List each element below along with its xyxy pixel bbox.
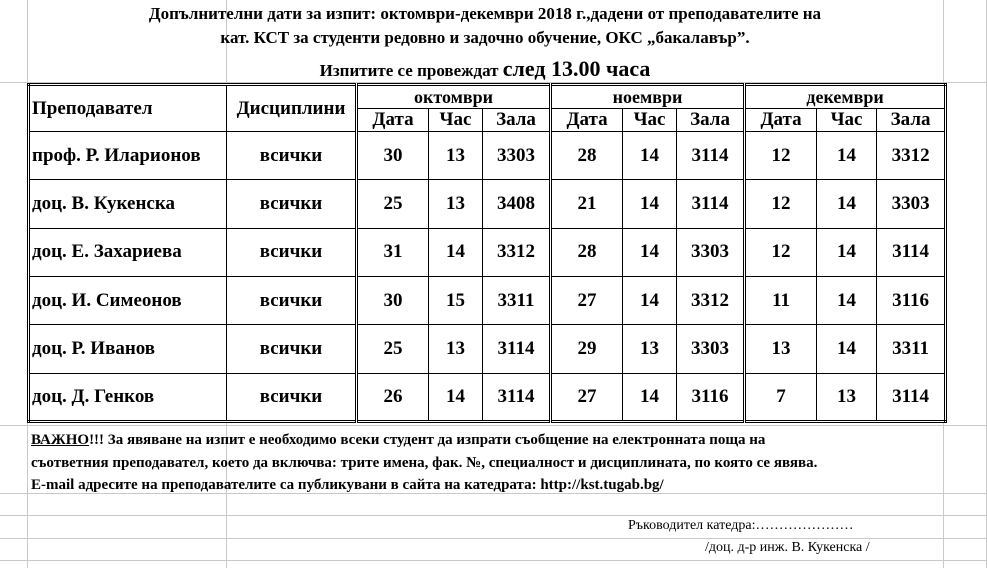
oct-date: 30 [357, 276, 429, 324]
note-line-3: E-mail адресите на преподавателите са публикувани в сайта на катедрата: http://kst.tugab.bg/ [31, 477, 664, 493]
oct-date: 25 [357, 325, 429, 373]
nov-date: 28 [551, 228, 623, 276]
dec-room: 3114 [877, 228, 946, 276]
oct-hour: 13 [429, 132, 483, 180]
teacher-name: проф. Р. Иларионов [29, 132, 227, 180]
header-date: Дата [745, 109, 817, 132]
table-row [29, 276, 946, 324]
oct-room: 3303 [483, 132, 551, 180]
header-room: Зала [483, 109, 551, 132]
oct-room: 3408 [483, 180, 551, 228]
oct-room: 3311 [483, 276, 551, 324]
nov-hour: 13 [623, 325, 677, 373]
title-line-3-prefix: Изпитите се провеждат [319, 61, 503, 80]
dec-hour: 14 [817, 228, 877, 276]
note-line-2: съответния преподавател, което да включва: трите имена, фак. №, специалност и дисциплината, по която се явява. [31, 455, 818, 471]
header-month-november: ноември [551, 85, 745, 109]
oct-hour: 14 [429, 373, 483, 421]
oct-date: 26 [357, 373, 429, 421]
oct-room: 3114 [483, 325, 551, 373]
discipline: всички [227, 228, 357, 276]
title-line-3-time: след 13.00 часа [502, 56, 651, 81]
oct-date: 25 [357, 180, 429, 228]
dec-room: 3116 [877, 276, 946, 324]
dec-date: 7 [745, 373, 817, 421]
dec-room: 3114 [877, 373, 946, 421]
header-hour: Час [623, 109, 677, 132]
oct-hour: 13 [429, 180, 483, 228]
dec-room: 3311 [877, 325, 946, 373]
dec-date: 12 [745, 180, 817, 228]
oct-hour: 13 [429, 325, 483, 373]
nov-date: 21 [551, 180, 623, 228]
teacher-name: доц. В. Кукенска [29, 180, 227, 228]
nov-date: 27 [551, 373, 623, 421]
dec-room: 3303 [877, 180, 946, 228]
nov-hour: 14 [623, 132, 677, 180]
nov-room: 3303 [677, 325, 745, 373]
nov-hour: 14 [623, 228, 677, 276]
dec-date: 13 [745, 325, 817, 373]
discipline: всички [227, 180, 357, 228]
note-line-1-text: !!! За явяване на изпит е необходимо всеки студент да изпрати съобщение на електронната поща на [89, 432, 766, 448]
nov-room: 3303 [677, 228, 745, 276]
discipline: всички [227, 373, 357, 421]
header-date: Дата [357, 109, 429, 132]
oct-date: 31 [357, 228, 429, 276]
teacher-name: доц. Е. Захариева [29, 228, 227, 276]
table-row [29, 373, 946, 421]
table-row [29, 132, 946, 180]
dec-hour: 14 [817, 325, 877, 373]
nov-room: 3312 [677, 276, 745, 324]
header-hour: Час [817, 109, 877, 132]
oct-date: 30 [357, 132, 429, 180]
note-line-1 [31, 432, 765, 449]
signature-head: Ръководител катедра:………………… [628, 518, 854, 533]
nov-date: 29 [551, 325, 623, 373]
nov-hour: 14 [623, 373, 677, 421]
table-row [29, 228, 946, 276]
title-line-2: кат. КСТ за студенти редовно и задочно обучение, ОКС „бакалавър”. [220, 28, 750, 47]
oct-hour: 15 [429, 276, 483, 324]
dec-hour: 13 [817, 373, 877, 421]
nov-room: 3116 [677, 373, 745, 421]
nov-hour: 14 [623, 276, 677, 324]
oct-room: 3312 [483, 228, 551, 276]
dec-hour: 14 [817, 180, 877, 228]
title-line-1: Допълнителни дати за изпит: октомври-декември 2018 г.,дадени от преподавателите на [148, 4, 822, 23]
dec-date: 12 [745, 228, 817, 276]
discipline: всички [227, 276, 357, 324]
discipline: всички [227, 325, 357, 373]
discipline: всички [227, 132, 357, 180]
note-important: ВАЖНО [31, 432, 90, 448]
dec-hour: 14 [817, 276, 877, 324]
header-room: Зала [677, 109, 745, 132]
header-room: Зала [877, 109, 946, 132]
header-hour: Час [429, 109, 483, 132]
teacher-name: доц. Д. Генков [29, 373, 227, 421]
teacher-name: доц. И. Симеонов [29, 276, 227, 324]
oct-hour: 14 [429, 228, 483, 276]
dec-date: 12 [745, 132, 817, 180]
header-month-december: декември [745, 85, 946, 109]
oct-room: 3114 [483, 373, 551, 421]
header-month-october: октомври [357, 85, 551, 109]
header-teacher: Преподавател [29, 85, 227, 132]
signature-name: /доц. д-р инж. В. Кукенска / [705, 540, 870, 555]
dec-room: 3312 [877, 132, 946, 180]
table-row [29, 180, 946, 228]
teacher-name: доц. Р. Иванов [29, 325, 227, 373]
nov-date: 27 [551, 276, 623, 324]
exam-schedule-table [27, 83, 947, 423]
nov-room: 3114 [677, 132, 745, 180]
table-row [29, 325, 946, 373]
nov-date: 28 [551, 132, 623, 180]
dec-hour: 14 [817, 132, 877, 180]
header-disciplines: Дисциплини [227, 85, 357, 132]
title-line-3 [0, 56, 970, 82]
header-date: Дата [551, 109, 623, 132]
dec-date: 11 [745, 276, 817, 324]
nov-hour: 14 [623, 180, 677, 228]
nov-room: 3114 [677, 180, 745, 228]
